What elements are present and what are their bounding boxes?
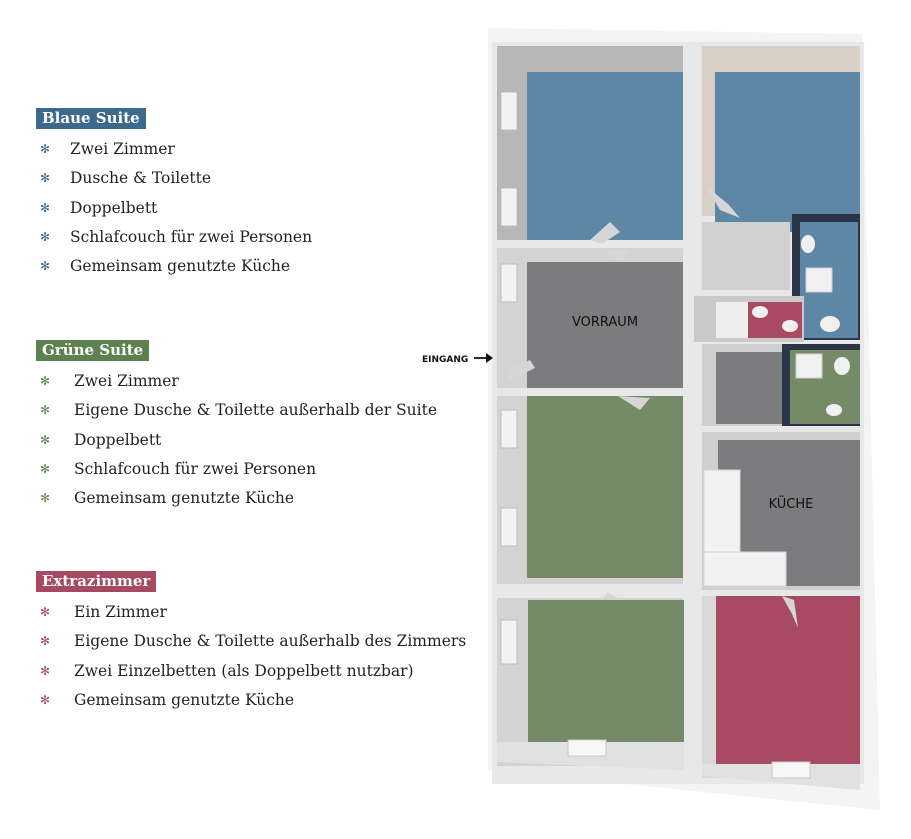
list-item: ✻ Gemeinsam genutzte Küche: [36, 484, 437, 513]
eingang-label: EINGANG: [422, 355, 469, 365]
window-icon: [568, 740, 606, 756]
sink-icon: [820, 316, 840, 332]
green-room-2: [528, 600, 684, 742]
list-item: ✻ Gemeinsam genutzte Küche: [36, 252, 312, 281]
legend-title-green: Grüne Suite: [36, 340, 149, 361]
vorraum-label: VORRAUM: [571, 315, 639, 330]
sink-icon: [752, 306, 768, 318]
red-room: [716, 596, 860, 764]
green-room-1: [527, 396, 683, 578]
window-icon: [501, 264, 517, 302]
window-icon: [501, 92, 517, 130]
toilet-icon: [834, 357, 850, 375]
asterisk-icon: ✻: [40, 229, 51, 244]
list-item: ✻ Doppelbett: [36, 194, 312, 223]
list-item: ✻ Doppelbett: [36, 426, 437, 455]
corridor-floor: [716, 352, 782, 424]
asterisk-icon: ✻: [40, 171, 51, 186]
list-item: ✻ Zwei Zimmer: [36, 135, 312, 164]
storage-floor: [702, 222, 790, 290]
list-item: ✻ Dusche & Toilette: [36, 164, 312, 193]
list-item: ✻ Gemeinsam genutzte Küche: [36, 686, 466, 715]
asterisk-icon: ✻: [40, 692, 51, 707]
sink-icon: [826, 404, 842, 416]
legend-title-red: Extrazimmer: [36, 571, 156, 592]
list-item: ✻ Eigene Dusche & Toilette außerhalb des Zimmers: [36, 627, 466, 656]
window-icon: [772, 762, 810, 778]
legend-title-blue: Blaue Suite: [36, 108, 146, 129]
asterisk-icon: ✻: [40, 403, 51, 418]
asterisk-icon: ✻: [40, 432, 51, 447]
asterisk-icon: ✻: [40, 634, 51, 649]
toilet-icon: [782, 320, 798, 332]
shower-icon: [806, 268, 832, 292]
window-icon: [501, 410, 517, 448]
kitchen-counter: [704, 552, 786, 586]
blue-room-left: [527, 72, 683, 240]
window-icon: [501, 620, 517, 664]
kueche-label: KÜCHE: [768, 497, 814, 512]
asterisk-icon: ✻: [40, 142, 51, 156]
list-item: ✻ Zwei Zimmer: [36, 367, 437, 396]
asterisk-icon: ✻: [40, 605, 51, 619]
list-item: ✻ Schlafcouch für zwei Personen: [36, 223, 312, 252]
list-item: ✻ Schlafcouch für zwei Personen: [36, 455, 437, 484]
list-item: ✻ Eigene Dusche & Toilette außerhalb der Suite: [36, 396, 437, 425]
toilet-icon: [801, 235, 815, 253]
list-item: ✻ Ein Zimmer: [36, 598, 466, 627]
window-icon: [501, 508, 517, 546]
shower-icon: [796, 354, 822, 378]
list-item: ✻ Zwei Einzelbetten (als Doppelbett nutzbar): [36, 657, 466, 686]
asterisk-icon: ✻: [40, 491, 51, 506]
asterisk-icon: ✻: [40, 374, 51, 388]
blue-room-right: [715, 72, 860, 218]
red-bathroom-tiles: [716, 302, 748, 338]
asterisk-icon: ✻: [40, 259, 51, 274]
asterisk-icon: ✻: [40, 200, 51, 215]
asterisk-icon: ✻: [40, 461, 51, 476]
window-icon: [501, 188, 517, 226]
asterisk-icon: ✻: [40, 663, 51, 678]
